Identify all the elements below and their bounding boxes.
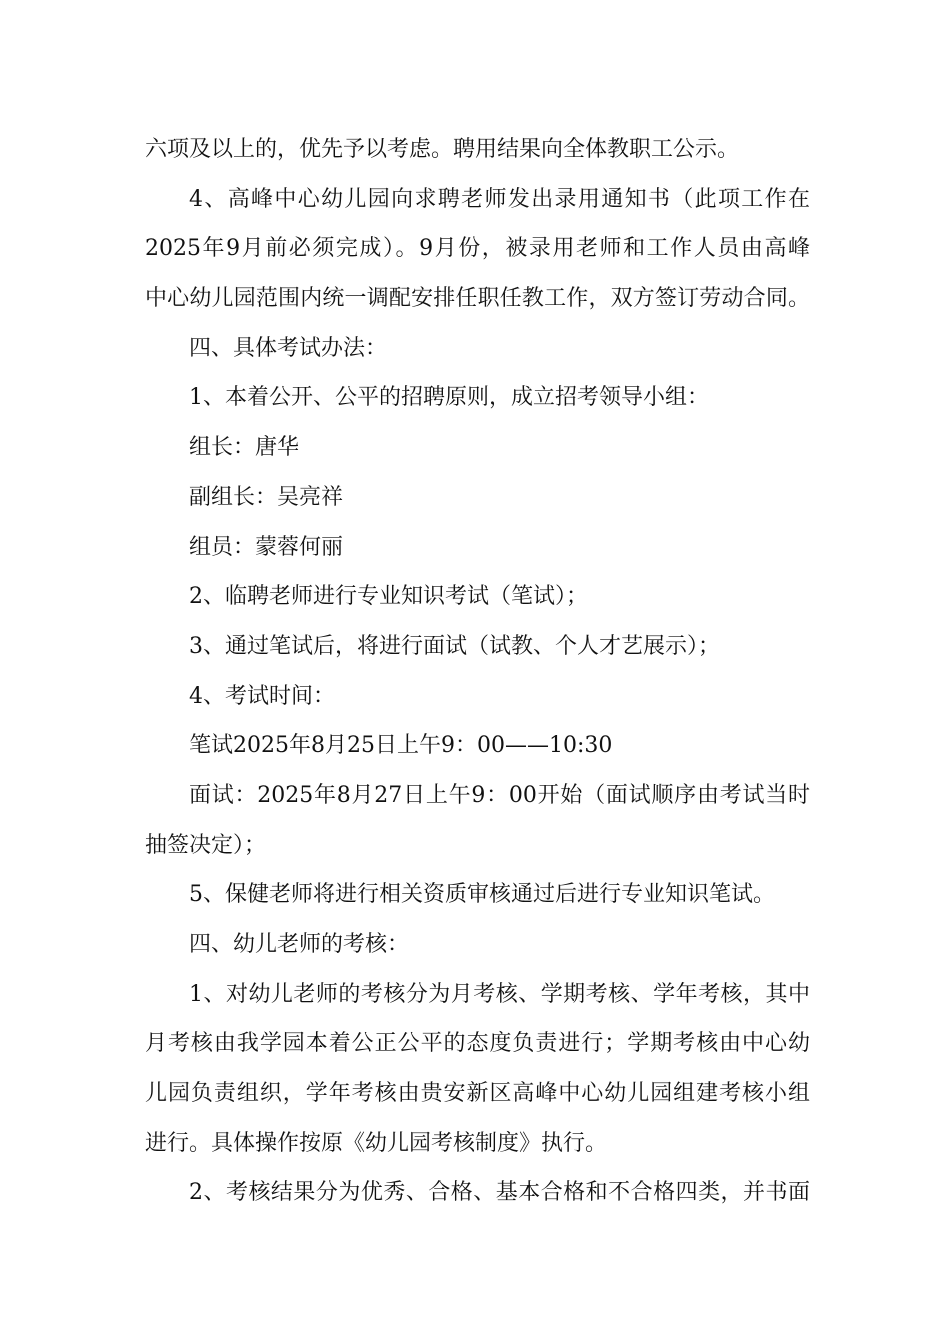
- section-heading: 四、幼儿老师的考核：: [189, 932, 410, 957]
- text-line: 笔试2025年8月25日上午9：00——10:30: [189, 733, 613, 759]
- text-line: 组长：唐华: [189, 435, 300, 461]
- text-line: 2、临聘老师进行专业知识考试（笔试）；: [189, 584, 588, 610]
- document-body: [145, 125, 810, 1218]
- text-line: 中心幼儿园范围内统一调配安排任职任教工作，双方签订劳动合同。: [145, 286, 810, 312]
- text-line: 2、考核结果分为优秀、合格、基本合格和不合格四类，并书面: [189, 1180, 810, 1206]
- text-line: 六项及以上的，优先予以考虑。聘用结果向全体教职工公示。: [145, 137, 740, 162]
- text-line: 1、本着公开、公平的招聘原则，成立招考领导小组：: [189, 385, 709, 411]
- text-line: 组员：蒙蓉何丽: [189, 534, 344, 560]
- text-line: 4、高峰中心幼儿园向求聘老师发出录用通知书（此项工作在: [189, 186, 810, 212]
- text-line: 月考核由我学园本着公正公平的态度负责进行；学期考核由中心幼: [145, 1031, 810, 1057]
- text-line: 面试：2025年8月27日上午9：00开始（面试顺序由考试当时: [189, 782, 810, 808]
- text-line: 进行。具体操作按原《幼儿园考核制度》执行。: [145, 1130, 608, 1156]
- text-line: 5、保健老师将进行相关资质审核通过后进行专业知识笔试。: [189, 882, 775, 908]
- text-line: 4、考试时间：: [189, 683, 335, 709]
- section-heading: 四、具体考试办法：: [189, 335, 388, 361]
- text-line: 2025年9月前必须完成）。9月份，被录用老师和工作人员由高峰: [145, 236, 810, 262]
- text-line: 抽签决定）；: [145, 832, 267, 858]
- text-line: 3、通过笔试后，将进行面试（试教、个人才艺展示）；: [189, 633, 720, 659]
- text-line: 儿园负责组织，学年考核由贵安新区高峰中心幼儿园组建考核小组: [145, 1081, 810, 1107]
- text-line: 1、对幼儿老师的考核分为月考核、学期考核、学年考核，其中: [189, 981, 810, 1007]
- text-line: 副组长：吴亮祥: [189, 484, 344, 510]
